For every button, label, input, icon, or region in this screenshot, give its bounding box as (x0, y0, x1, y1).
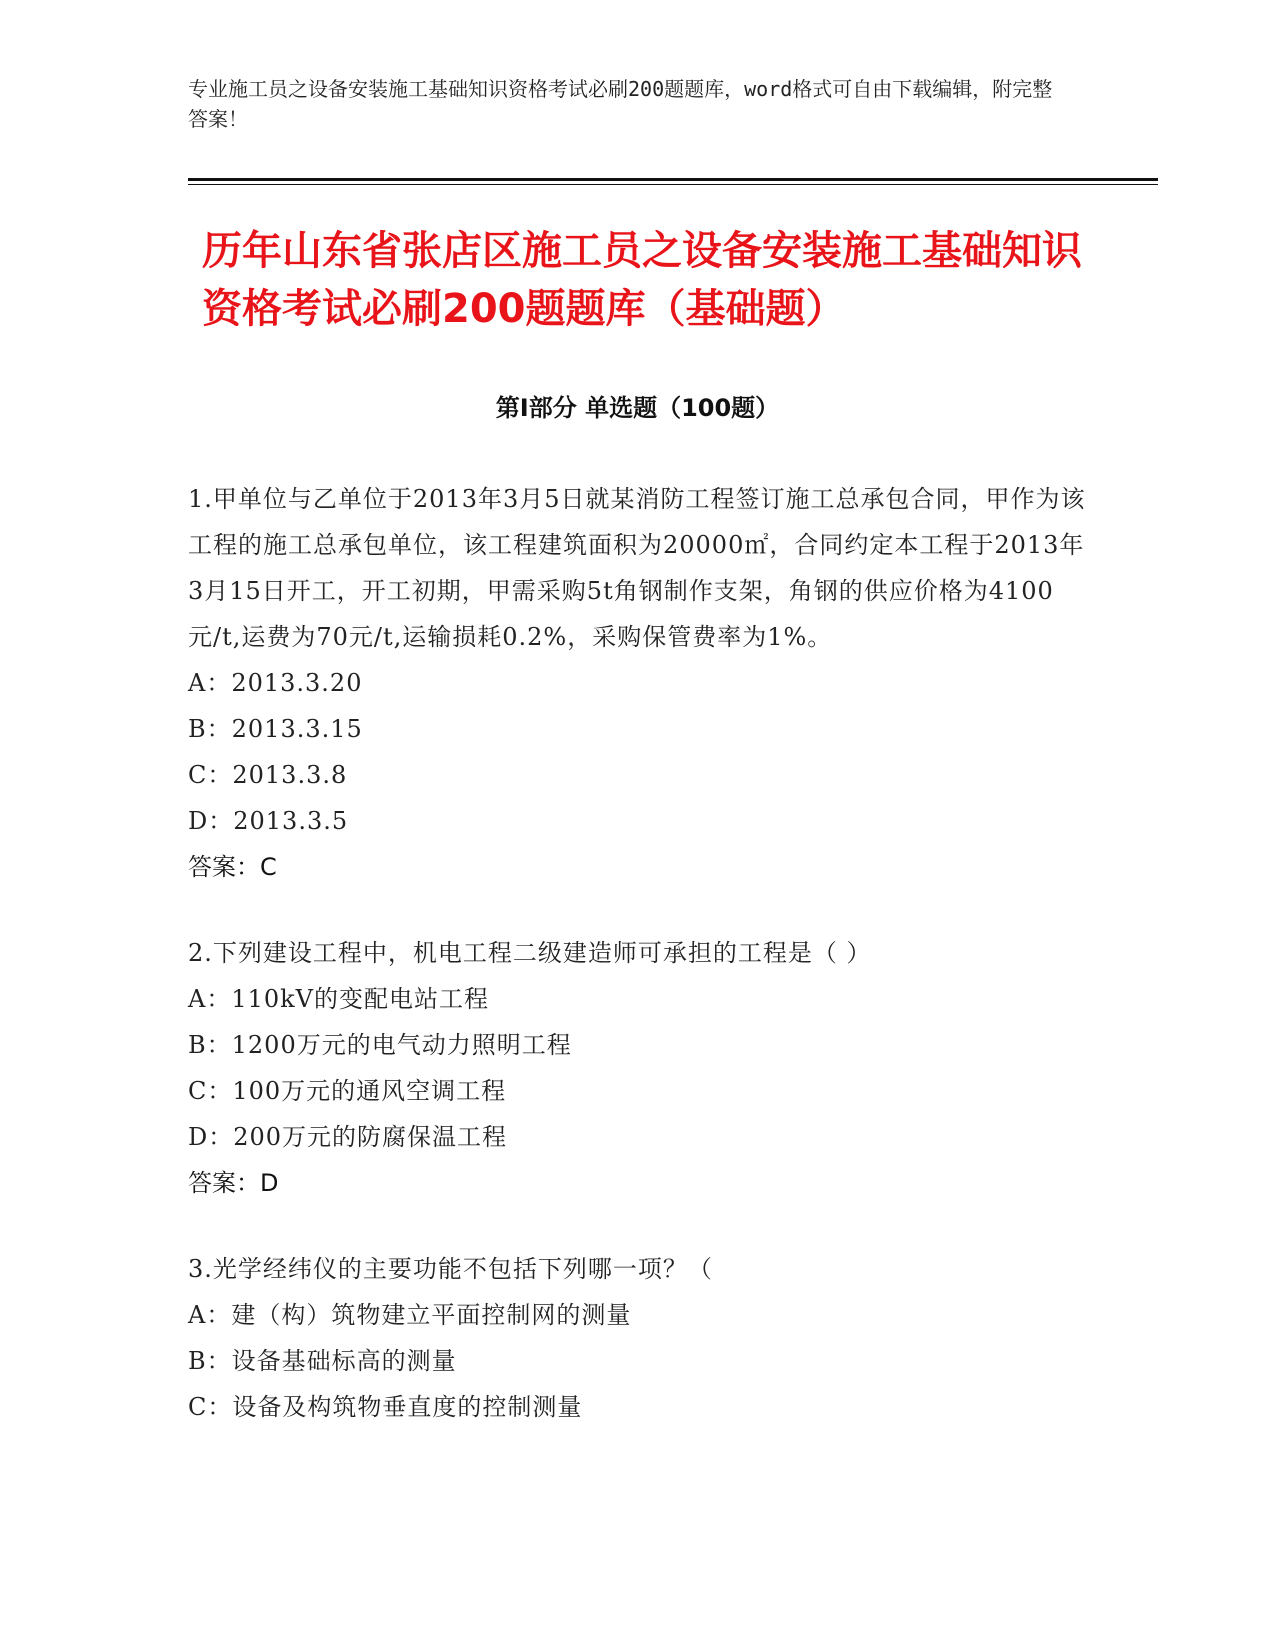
option-c: C：100万元的通风空调工程 (188, 1077, 507, 1105)
option-c: C：2013.3.8 (188, 761, 348, 789)
question-1 (188, 476, 1088, 890)
option-d: D：2013.3.5 (188, 807, 349, 835)
question-2 (188, 930, 1088, 1206)
option-d: D：200万元的防腐保温工程 (188, 1123, 508, 1151)
answer: 答案：D (188, 1169, 279, 1197)
header-divider (188, 178, 1158, 181)
option-b: B：2013.3.15 (188, 715, 363, 743)
section-heading: 第Ⅰ部分 单选题（100题） (495, 394, 780, 422)
header-divider-thin (188, 184, 1158, 185)
question-stem: 2.下列建设工程中，机电工程二级建造师可承担的工程是（ ） (188, 939, 872, 967)
answer: 答案：C (188, 853, 277, 881)
option-b: B：1200万元的电气动力照明工程 (188, 1031, 572, 1059)
option-b: B：设备基础标高的测量 (188, 1347, 457, 1375)
option-a: A：110kV的变配电站工程 (188, 985, 490, 1013)
header-note: 专业施工员之设备安装施工基础知识资格考试必刷200题题库，word格式可自由下载编辑，附完整答案！ (188, 77, 1053, 131)
document-title: 历年山东省张店区施工员之设备安装施工基础知识资格考试必刷200题题库（基础题） (202, 228, 1082, 332)
option-c: C：设备及构筑物垂直度的控制测量 (188, 1393, 583, 1421)
question-stem: 1.甲单位与乙单位于2013年3月5日就某消防工程签订施工总承包合同，甲作为该工程的施工总承包单位，该工程建筑面积为20000㎡，合同约定本工程于2013年3月15日开工，开工初期，甲需采购5t角钢制作支架，角钢的供应价格为4100元/t,运费为70元/t,运输损耗0.2%，采购保管费率为1%。 (188, 485, 1086, 651)
question-3 (188, 1246, 1088, 1430)
question-list (188, 476, 1088, 1470)
option-a: A：建（构）筑物建立平面控制网的测量 (188, 1301, 632, 1329)
question-stem: 3.光学经纬仪的主要功能不包括下列哪一项？（ (188, 1255, 713, 1283)
option-a: A：2013.3.20 (188, 669, 363, 697)
